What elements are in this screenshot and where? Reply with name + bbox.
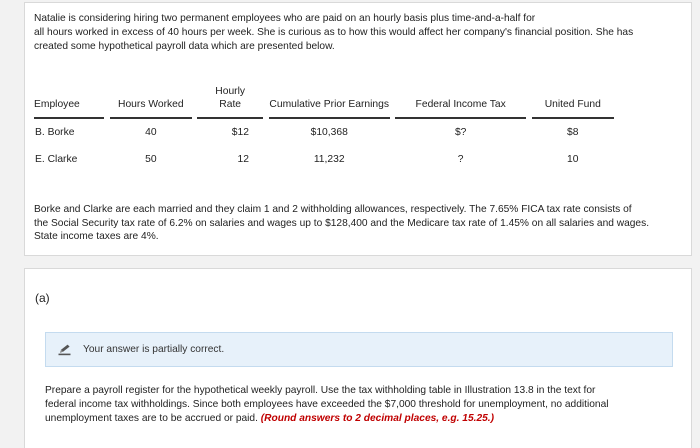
feedback-banner bbox=[45, 332, 673, 367]
table-row bbox=[34, 146, 614, 173]
part-label: (a) bbox=[35, 291, 50, 305]
problem-card bbox=[24, 2, 692, 256]
feedback-text: Your answer is partially correct. bbox=[83, 344, 225, 355]
intro-line: created some hypothetical payroll data which are presented below. bbox=[34, 41, 335, 52]
part-a-card bbox=[24, 268, 692, 448]
cell-cumulative-prior-earnings: 11,232 bbox=[313, 154, 345, 165]
instruction-text: unemployment taxes are to be accrued or paid. bbox=[45, 413, 261, 424]
header-hourly-rate bbox=[197, 85, 263, 119]
header-cumulative-prior-earnings: Cumulative Prior Earnings bbox=[269, 85, 390, 119]
problem-intro bbox=[34, 12, 684, 54]
header-united-fund: United Fund bbox=[532, 85, 614, 119]
header-hourly-rate-line: Rate bbox=[219, 99, 242, 110]
header-hourly-rate-line: Hourly bbox=[215, 86, 246, 97]
cell-hours-worked: 50 bbox=[145, 154, 157, 165]
cell-federal-income-tax: $? bbox=[454, 127, 467, 138]
note-line: State income taxes are 4%. bbox=[34, 231, 159, 242]
cell-united-fund: 10 bbox=[567, 154, 579, 165]
part-a-instructions bbox=[45, 384, 670, 426]
note-line: Borke and Clarke are each married and they claim 1 and 2 withholding allowances, respectively. The 7.65% FICA tax rate consists of bbox=[34, 204, 632, 215]
cell-hourly-rate: 12 bbox=[237, 154, 249, 165]
header-federal-income-tax: Federal Income Tax bbox=[395, 85, 525, 119]
table-header-row bbox=[34, 85, 614, 119]
cell-federal-income-tax: ? bbox=[457, 154, 464, 165]
header-employee: Employee bbox=[34, 85, 104, 119]
cell-cumulative-prior-earnings: $10,368 bbox=[310, 127, 348, 138]
intro-line: Natalie is considering hiring two permanent employees who are paid on an hourly basis plus time-and-a-half for bbox=[34, 13, 536, 24]
cell-united-fund: $8 bbox=[567, 127, 579, 138]
note-line: the Social Security tax rate of 6.2% on salaries and wages up to $128,400 and the Medicare tax rate of 1.45% on all salaries and wages. bbox=[34, 217, 650, 229]
cell-employee: B. Borke bbox=[35, 127, 75, 138]
instruction-line bbox=[45, 412, 670, 426]
withholding-note bbox=[34, 203, 689, 244]
header-hours-worked: Hours Worked bbox=[110, 85, 192, 119]
cell-hourly-rate: $12 bbox=[231, 127, 249, 138]
instruction-line: federal income tax withholdings. Since both employees have exceeded the $7,000 threshold for unemployment, no additional bbox=[45, 399, 609, 410]
pencil-icon bbox=[58, 344, 72, 356]
payroll-data-table bbox=[34, 85, 614, 173]
cell-hours-worked: 40 bbox=[145, 127, 157, 138]
table-row bbox=[34, 119, 614, 146]
instruction-line: Prepare a payroll register for the hypothetical weekly payroll. Use the tax withholding table in Illustration 13.8 in the text for bbox=[45, 385, 596, 396]
intro-line: all hours worked in excess of 40 hours per week. She is curious as to how this would affect her company's financial position. She has bbox=[34, 27, 634, 38]
rounding-instruction: (Round answers to 2 decimal places, e.g. 15.25.) bbox=[260, 413, 495, 424]
cell-employee: E. Clarke bbox=[35, 154, 78, 165]
